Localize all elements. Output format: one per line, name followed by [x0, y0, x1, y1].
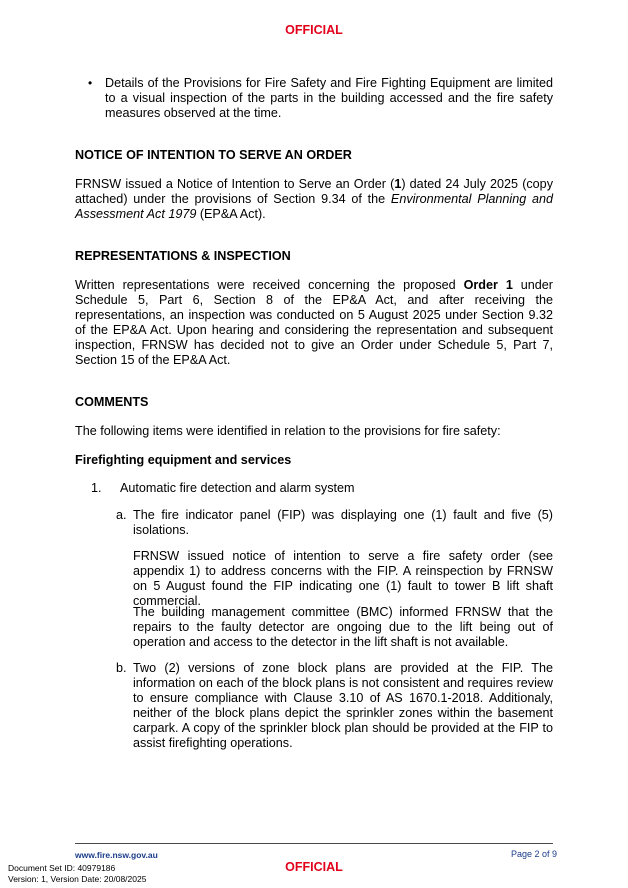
firefighting-subheading: Firefighting equipment and services: [75, 453, 292, 467]
representations-heading: REPRESENTATIONS & INSPECTION: [75, 249, 291, 263]
page-number: Page 2 of 9: [511, 849, 558, 859]
document-set-id: Document Set ID: 40979186: [8, 863, 116, 873]
version-info: Version: 1, Version Date: 20/08/2025: [8, 874, 147, 884]
classification-header: OFFICIAL: [285, 23, 343, 37]
notice-paragraph: FRNSW issued a Notice of Intention to Serve an Order (1) dated 24 July 2025 (copy attached) under the provisions of Section 9.34 of the Environmental Planning and Assessment Act 1979 (EP&A Act).: [75, 177, 553, 221]
notice-heading: NOTICE OF INTENTION TO SERVE AN ORDER: [75, 148, 352, 162]
representations-paragraph: Written representations were received concerning the proposed Order 1 under Schedule 5, Part 6, Section 8 of the EP&A Act, and after receiving the representations, an inspection was conducted on 5 August 2025 under Section 9.32 of the EP&A Act. Upon hearing and considering the representation and subsequent inspection, FRNSW has decided not to give an Order under Schedule 5, Part 7, Section 15 of the EP&A Act.: [75, 278, 553, 367]
intro-bullet-text: Details of the Provisions for Fire Safety and Fire Fighting Equipment are limited to a visual inspection of the parts in the building accessed and the fire safety measures observed at the time.: [105, 76, 553, 120]
comments-heading: COMMENTS: [75, 395, 149, 409]
subitem-b-text: Two (2) versions of zone block plans are provided at the FIP. The information on each of the block plans is not consistent and requires review to ensure compliance with Clause 3.10 of AS 1670.1-2018. Additionaly, neither of the block plans depict the sprinkler zones within the basement carpark. A copy of the sprinkler block plan should be provided at the FIP to assist firefighting operations.: [133, 661, 553, 750]
item-label: Automatic fire detection and alarm system: [120, 481, 355, 495]
bullet-icon: •: [88, 76, 93, 90]
subitem-b-marker: b.: [116, 661, 127, 675]
subitem-a-text: The fire indicator panel (FIP) was displaying one (1) fault and five (5) isolations.: [133, 508, 553, 537]
subitem-a-paragraph-2: FRNSW issued notice of intention to serve a fire safety order (see appendix 1) to address concerns with the FIP. A reinspection by FRNSW on 5 August found the FIP indicating one (1) fault to tower B lift shaft commercial.: [133, 549, 553, 608]
footer-url[interactable]: www.fire.nsw.gov.au: [75, 850, 158, 860]
subitem-a-paragraph-3: The building management committee (BMC) informed FRNSW that the repairs to the faulty detector are ongoing due to the lift being out of operation and access to the detector in the lift shaft is not available.: [133, 605, 553, 649]
classification-footer: OFFICIAL: [285, 860, 343, 874]
item-number: 1.: [91, 481, 102, 495]
comments-intro: The following items were identified in relation to the provisions for fire safety:: [75, 424, 501, 438]
footer-divider: [75, 843, 553, 844]
subitem-a-marker: a.: [116, 508, 127, 522]
